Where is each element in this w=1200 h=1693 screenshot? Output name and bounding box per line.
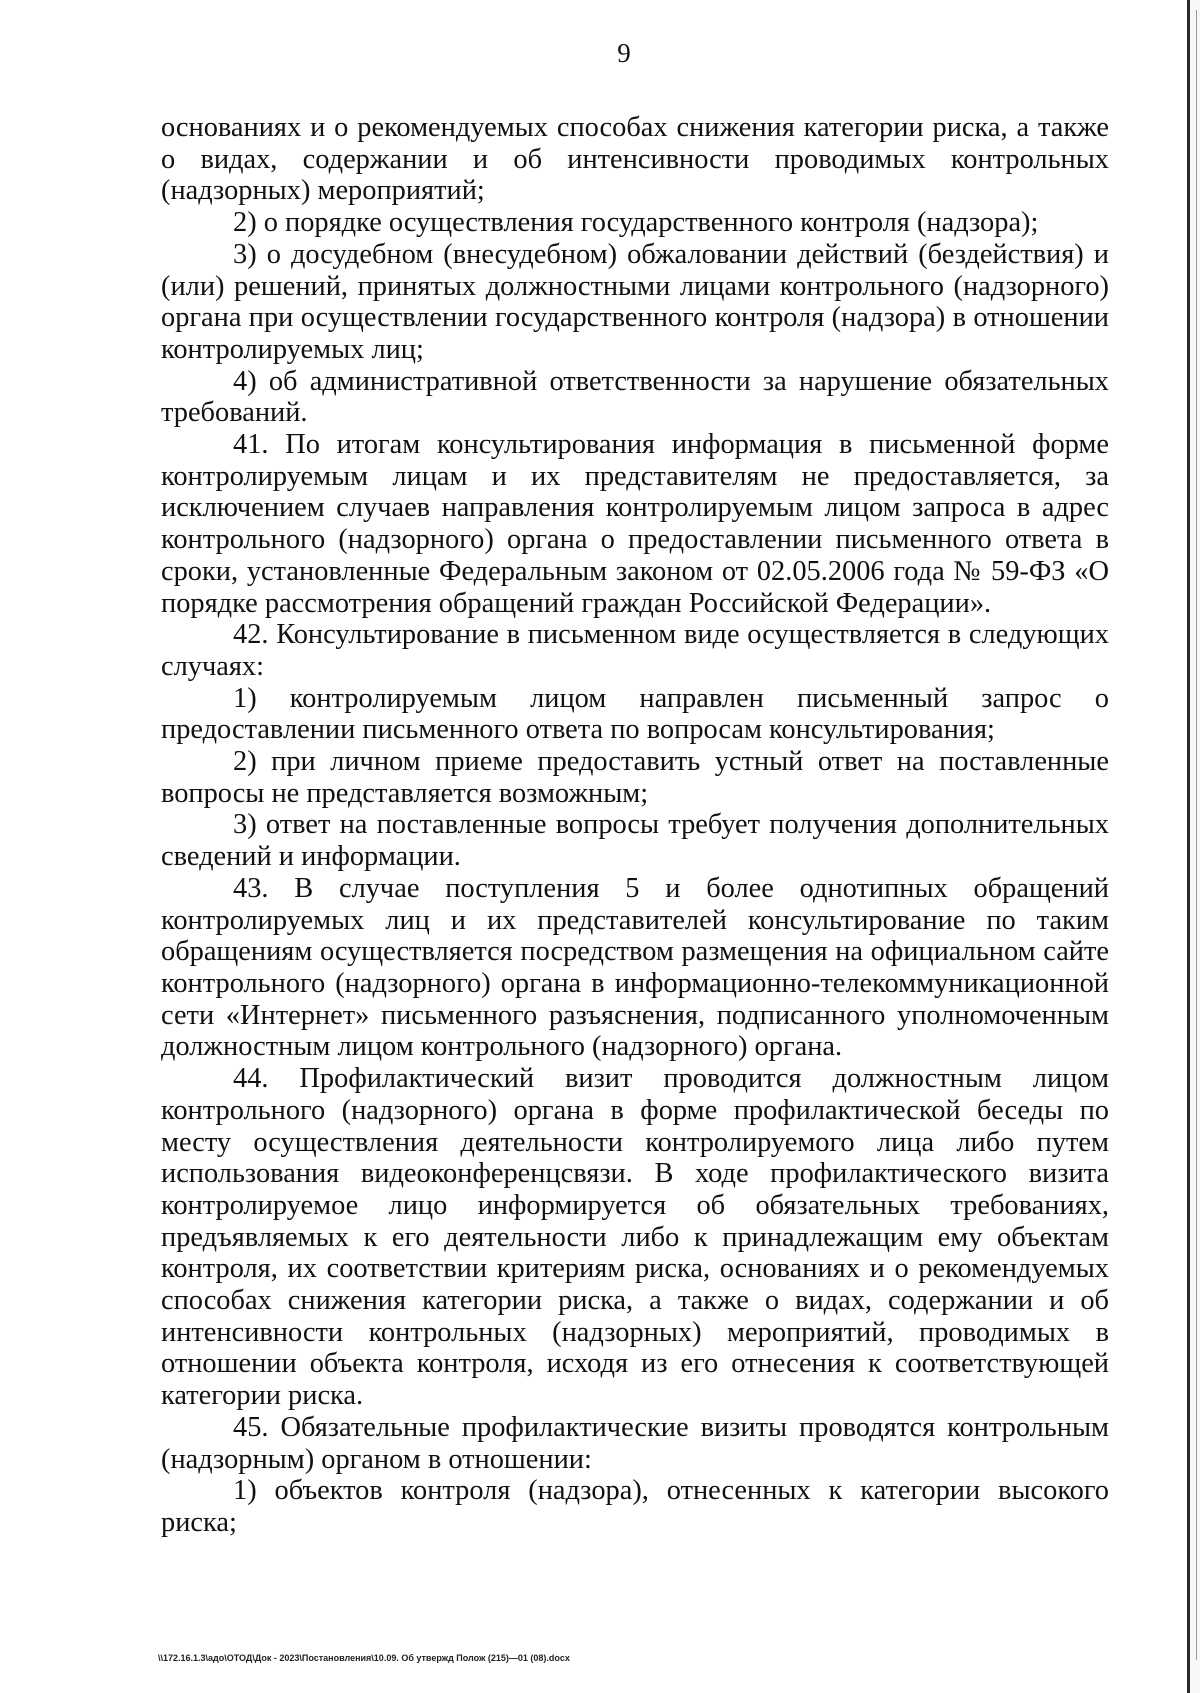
paragraph: 44. Профилактический визит проводится должностным лицом контрольного (надзорного) органа в форме профилактической беседы по месту осуществления деятельности контролируемого лица либо путем использования видеоконференцсвязи. В ходе профилактического визита контролируемое лицо информируется об обязательных требованиях, предъявляемых к его деятельности либо к принадлежащим ему объектам контроля, их соответствии критериям риска, основаниях и о рекомендуемых способах снижения категории риска, а также о видах, содержании и об интенсивности контрольных (надзорных) мероприятий, проводимых в отношении объекта контроля, исходя из его отнесения к соответствующей категории риска. — [161, 1063, 1109, 1412]
footer-file-path: \\172.16.1.3\адо\ОТОД\Док - 2023\Постановления\10.09. Об утвержд Полож (215)—01 (08).docx — [158, 1653, 570, 1663]
paragraph: 2) о порядке осуществления государственного контроля (надзора); — [233, 207, 1039, 239]
scan-edge-line — [1196, 10, 1197, 1660]
page-number: 9 — [617, 38, 631, 68]
paragraph: 4) об административной ответственности за нарушение обязательных требований. — [161, 365, 1109, 429]
paragraph: 3) о досудебном (внесудебном) обжаловании действий (бездействия) и (или) решений, принятых должностными лицами контрольного (надзорного) органа при осуществлении государственного контроля (надзора) в отношении контролируемых лиц; — [161, 238, 1109, 365]
scan-edge — [1187, 0, 1200, 1693]
paragraph: 45. Обязательные профилактические визиты проводятся контрольным (надзорным) органом в отношении: — [161, 1411, 1109, 1475]
document-body — [161, 112, 1109, 1539]
paragraph: основаниях и о рекомендуемых способах снижения категории риска, а также о видах, содержании и об интенсивности проводимых контрольных (надзорных) мероприятий; — [161, 112, 1109, 207]
paragraph: 43. В случае поступления 5 и более однотипных обращений контролируемых лиц и их представителей консультирование по таким обращениям осуществляется посредством размещения на официальном сайте контрольного (надзорного) органа в информационно-телекоммуникационной сети «Интернет» письменного разъяснения, подписанного уполномоченным должностным лицом контрольного (надзорного) органа. — [161, 872, 1109, 1063]
paragraph: 3) ответ на поставленные вопросы требует получения дополнительных сведений и информации. — [161, 809, 1109, 873]
paragraph: 42. Консультирование в письменном виде осуществляется в следующих случаях: — [161, 619, 1109, 682]
paragraph: 2) при личном приеме предоставить устный ответ на поставленные вопросы не представляется возможным; — [161, 746, 1109, 809]
paragraph: 41. По итогам консультирования информация в письменной форме контролируемым лицам и их представителям не предоставляется, за исключением случаев направления контролируемым лицом запроса в адрес контрольного (надзорного) органа о предоставлении письменного ответа в сроки, установленные Федеральным законом от 02.05.2006 года № 59-ФЗ «О порядке рассмотрения обращений граждан Российской Федерации». — [161, 429, 1109, 619]
paragraph: 1) контролируемым лицом направлен письменный запрос о предоставлении письменного ответа по вопросам консультирования; — [161, 682, 1109, 746]
paragraph: 1) объектов контроля (надзора), отнесенных к категории высокого риска; — [161, 1475, 1109, 1538]
